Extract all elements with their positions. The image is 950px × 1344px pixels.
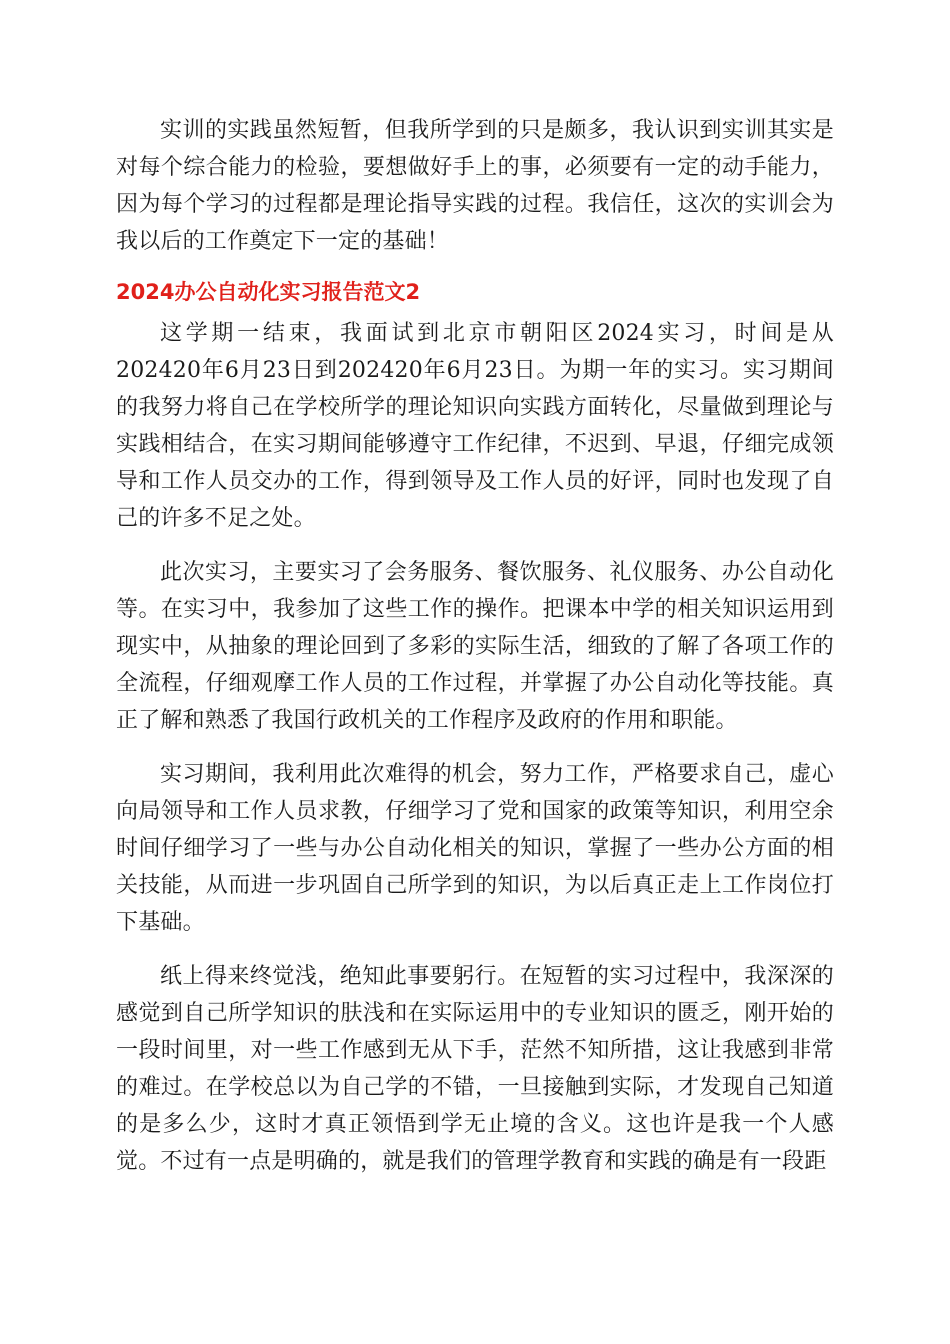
document-body xyxy=(116,112,834,1180)
section-heading: 2024办公自动化实习报告范文2 xyxy=(116,280,421,304)
paragraph-internship-intro: 这学期一结束，我面试到北京市朝阳区2024实习，时间是从202420年6月23日到202420年6月23日。为期一年的实习。实习期间的我努力将自己在学校所学的理论知识向实践方面转化，尽量做到理论与实践相结合，在实习期间能够遵守工作纪律，不迟到、早退，仔细完成领导和工作人员交办的工作，得到领导及工作人员的好评，同时也发现了自己的许多不足之处。 xyxy=(116,321,834,531)
paragraph-internship-reflection: 纸上得来终觉浅，绝知此事要躬行。在短暂的实习过程中，我深深的感觉到自己所学知识的肤浅和在实际运用中的专业知识的匮乏，刚开始的一段时间里，对一些工作感到无从下手，茫然不知所措，这让我感到非常的难过。在学校总以为自己学的不错，一旦接触到实际，才发现自己知道的是多么少，这时才真正领悟到学无止境的含义。这也许是我一个人感觉。不过有一点是明确的，就是我们的管理学教育和实践的确是有一段距 xyxy=(116,964,834,1174)
paragraph-training-summary: 实训的实践虽然短暂，但我所学到的只是颇多，我认识到实训其实是对每个综合能力的检验，要想做好手上的事，必须要有一定的动手能力，因为每个学习的过程都是理论指导实践的过程。我信任，这次的实训会为我以后的工作奠定下一定的基础！ xyxy=(116,118,834,254)
paragraph-internship-learning: 实习期间，我利用此次难得的机会，努力工作，严格要求自己，虚心向局领导和工作人员求教，仔细学习了党和国家的政策等知识，利用空余时间仔细学习了一些与办公自动化相关的知识，掌握了一些办公方面的相关技能，从而进一步巩固自己所学到的知识，为以后真正走上工作岗位打下基础。 xyxy=(116,762,834,935)
paragraph-internship-tasks: 此次实习，主要实习了会务服务、餐饮服务、礼仪服务、办公自动化等。在实习中，我参加了这些工作的操作。把课本中学的相关知识运用到现实中，从抽象的理论回到了多彩的实际生活，细致的了解了各项工作的全流程，仔细观摩工作人员的工作过程，并掌握了办公自动化等技能。真正了解和熟悉了我国行政机关的工作程序及政府的作用和职能。 xyxy=(116,560,834,733)
